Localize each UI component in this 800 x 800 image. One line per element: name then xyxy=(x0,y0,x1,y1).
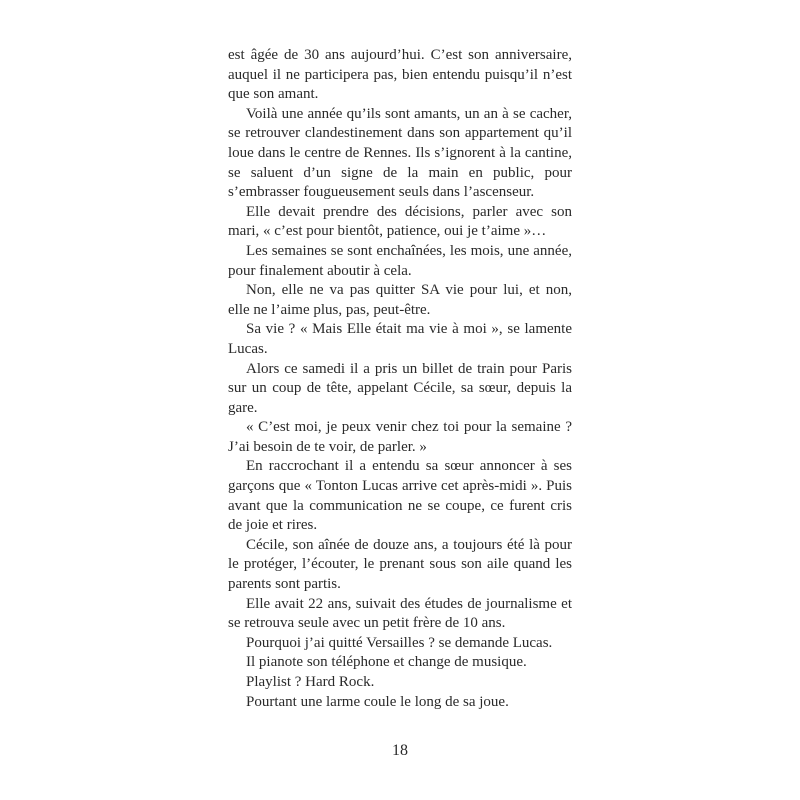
paragraph: est âgée de 30 ans aujourd’hui. C’est son anniversaire, auquel il ne participera pas, bien entendu puisqu’il n’est que son amant. xyxy=(228,47,572,103)
paragraph: Cécile, son aînée de douze ans, a toujours été là pour le protéger, l’écouter, le prenant sous son aile quand les parents sont partis. xyxy=(228,536,572,593)
paragraph: Voilà une année qu’ils sont amants, un an à se cacher, se retrouver clandestinement dans son appartement qu’il loue dans le centre de Rennes. Ils s’ignorent à la cantine, se saluent d’un signe de la main en public, pour s’embrasser fougueusement seuls dans l’ascenseur. xyxy=(228,105,572,201)
paragraph: Il pianote son téléphone et change de musique. xyxy=(246,654,527,671)
paragraph: Playlist ? Hard Rock. xyxy=(246,674,375,690)
paragraph: Elle avait 22 ans, suivait des études de journalisme et se retrouva seule avec un petit frère de 10 ans. xyxy=(228,595,572,632)
paragraph: En raccrochant il a entendu sa sœur annoncer à ses garçons que « Tonton Lucas arrive cet après-midi ». Puis avant que la communication ne se coupe, ce furent cris de joie et rires. xyxy=(228,458,572,534)
paragraph: Les semaines se sont enchaînées, les mois, une année, pour finalement aboutir à cela. xyxy=(228,242,572,279)
page-number: 18 xyxy=(392,742,408,759)
paragraph: Elle devait prendre des décisions, parler avec son mari, « c’est pour bientôt, patience, oui je t’aime »… xyxy=(228,203,572,240)
paragraph: « C’est moi, je peux venir chez toi pour la semaine ? J’ai besoin de te voir, de parler. » xyxy=(228,419,572,455)
body-text xyxy=(228,46,572,712)
paragraph: Non, elle ne va pas quitter SA vie pour lui, et non, elle ne l’aime plus, pas, peut-être. xyxy=(228,282,572,318)
paragraph: Alors ce samedi il a pris un billet de train pour Paris sur un coup de tête, appelant Cécile, sa sœur, depuis la gare. xyxy=(228,360,572,416)
paragraph: Pourtant une larme coule le long de sa joue. xyxy=(246,693,509,710)
paragraph: Sa vie ? « Mais Elle était ma vie à moi », se lamente Lucas. xyxy=(228,321,572,357)
paragraph: Pourquoi j’ai quitté Versailles ? se demande Lucas. xyxy=(246,634,553,651)
